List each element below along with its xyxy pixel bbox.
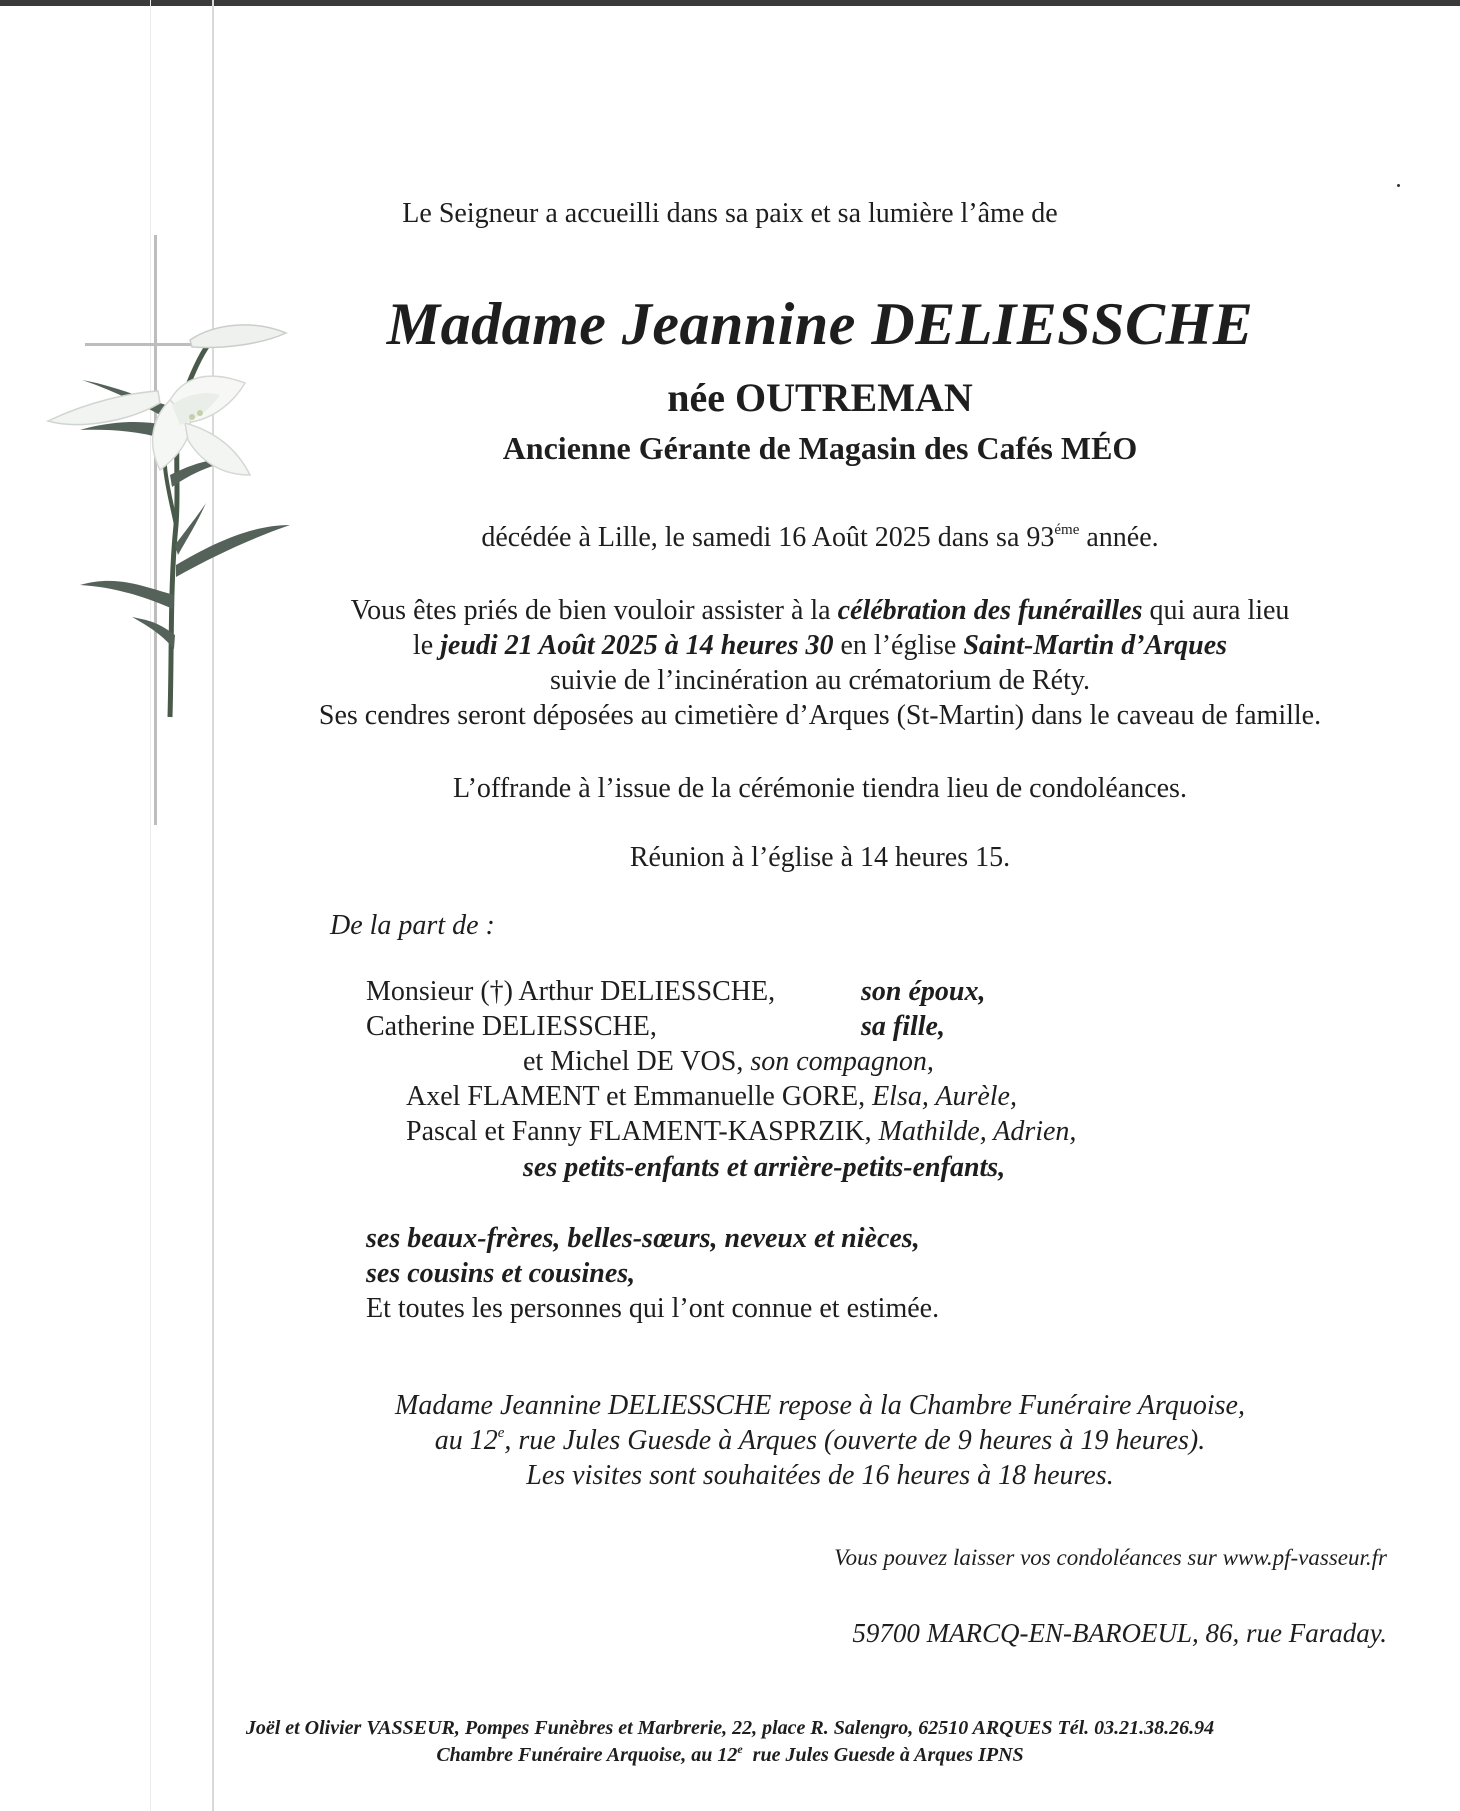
- reunion-line: Réunion à l’église à 14 heures 15.: [629, 842, 1011, 873]
- death-announcement: [300, 522, 1340, 554]
- lily-leaf: [175, 503, 206, 555]
- death-after: année.: [1079, 522, 1159, 553]
- death-ordinal: éme: [1054, 522, 1080, 538]
- cross-vertical: [154, 235, 157, 825]
- family-daughter-relation: sa fille,: [861, 1011, 945, 1042]
- ceremony-line-2: [300, 630, 1340, 662]
- condolences-website: Vous pouvez laisser vos condoléances sur www.pf-vasseur.fr: [834, 1545, 1387, 1570]
- family-grandchildren-label: ses petits-enfants et arrière-petits-enfants,: [523, 1152, 1006, 1183]
- repose-ordinal: e: [497, 1425, 505, 1441]
- lily-flower: [153, 376, 250, 475]
- family-all: Et toutes les personnes qui l’ont connue et estimée.: [366, 1293, 940, 1324]
- lily-leaf: [132, 617, 175, 649]
- ceremony-text: qui aura lieu: [1142, 595, 1290, 626]
- death-text: décédée à Lille, le samedi 16 Août 2025 dans sa 93: [481, 522, 1055, 553]
- cross-lily-illustration: [20, 225, 320, 835]
- lily-bud: [48, 391, 160, 425]
- ceremony-line-4: Ses cendres seront déposées au cimetière d’Arques (St-Martin) dans le caveau de famille.: [318, 700, 1322, 731]
- family-companion-name: et Michel DE VOS,: [523, 1046, 751, 1077]
- repose-text: , rue Jules Guesde à Arques (ouverte de 9 heures à 19 heures).: [504, 1425, 1206, 1456]
- ceremony-text: le: [412, 630, 441, 661]
- repose-text: au 12: [434, 1425, 498, 1456]
- repose-line-2: [300, 1425, 1340, 1457]
- church-name: Saint-Martin d’Arques: [963, 630, 1228, 661]
- maiden-name: née OUTREMAN: [667, 375, 973, 420]
- footer-line-1: Joël et Olivier VASSEUR, Pompes Funèbres et Marbrerie, 22, place R. Salengro, 62510 ARQUES Tél. 03.21.38.26.94: [245, 1717, 1215, 1739]
- intro-line: Le Seigneur a accueilli dans sa paix et sa lumière l’âme de: [402, 198, 1058, 229]
- from-heading: De la part de :: [330, 910, 495, 941]
- family-grandchild-names: Pascal et Fanny FLAMENT-KASPRZIK,: [406, 1116, 879, 1147]
- top-border: [0, 0, 1460, 6]
- ceremony-date: jeudi 21 Août 2025 à 14 heures 30: [440, 630, 834, 661]
- funeral-home-address: 59700 MARCQ-EN-BAROEUL, 86, rue Faraday.: [852, 1618, 1387, 1648]
- family-in-laws: ses beaux-frères, belles-sœurs, neveux et nièces,: [366, 1223, 920, 1254]
- lily-leaf: [80, 581, 174, 609]
- footer-text: rue Jules Guesde à Arques IPNS: [742, 1744, 1024, 1766]
- footer-text: Chambre Funéraire Arquoise, au 12: [436, 1744, 738, 1766]
- offrande-line: L’offrande à l’issue de la cérémonie tiendra lieu de condoléances.: [453, 773, 1187, 804]
- family-cousins: ses cousins et cousines,: [366, 1258, 636, 1289]
- lily-leaf: [176, 525, 290, 577]
- family-companion-relation: son compagnon,: [750, 1046, 934, 1077]
- ceremony-text: Vous êtes priés de bien vouloir assister à la: [350, 595, 838, 626]
- family-grandchild-2: [406, 1116, 1076, 1148]
- family-daughter: Catherine DELIESSCHE,: [366, 1011, 657, 1042]
- family-grandchild-names: Axel FLAMENT et Emmanuelle GORE,: [406, 1081, 873, 1112]
- family-grandchild-1: [406, 1081, 1017, 1113]
- lily-bud: [190, 325, 286, 348]
- family-husband-relation: son époux,: [861, 976, 986, 1007]
- footer-line-2: [0, 1744, 1460, 1767]
- family-companion: [523, 1046, 934, 1078]
- deceased-name: Madame Jeannine DELIESSCHE: [386, 291, 1254, 357]
- footer-ordinal: e: [737, 1742, 743, 1756]
- ceremony-line-1: [300, 595, 1340, 627]
- family-great-grandchildren: Mathilde, Adrien,: [878, 1116, 1077, 1147]
- repose-line-3: Les visites sont souhaitées de 16 heures à 18 heures.: [526, 1460, 1114, 1491]
- ceremony-text: en l’église: [833, 630, 964, 661]
- speck: [1397, 184, 1400, 187]
- ceremony-emphasis: célébration des funérailles: [837, 595, 1143, 626]
- ceremony-line-3: suivie de l’incinération au crématorium de Réty.: [549, 665, 1091, 696]
- repose-line-1: Madame Jeannine DELIESSCHE repose à la Chambre Funéraire Arquoise,: [395, 1390, 1245, 1421]
- family-husband: Monsieur (†) Arthur DELIESSCHE,: [366, 976, 776, 1007]
- former-occupation: Ancienne Gérante de Magasin des Cafés MÉO: [502, 430, 1138, 466]
- family-great-grandchildren: Elsa, Aurèle,: [872, 1081, 1017, 1112]
